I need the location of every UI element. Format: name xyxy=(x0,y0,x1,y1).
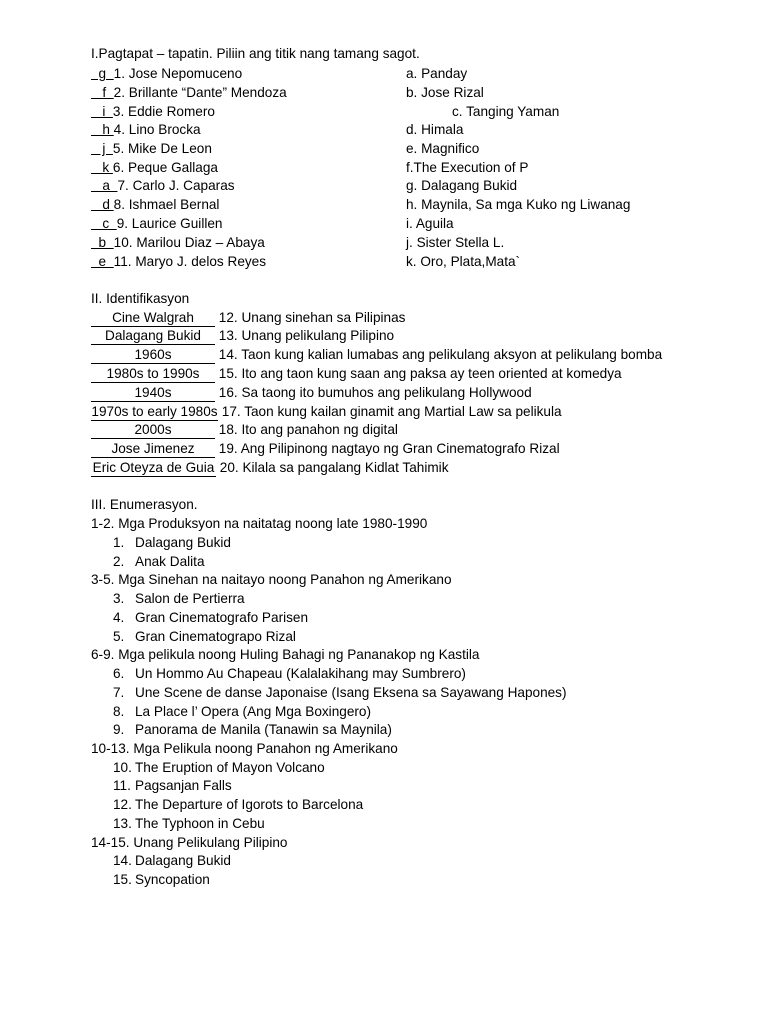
ident-answer: 1970s to early 1980s xyxy=(91,404,218,419)
match-answer: d xyxy=(91,197,114,212)
enum-group-title: 10-13. Mga Pelikula noong Panahon ng Amerikano xyxy=(91,741,398,756)
enum-text: Pagsanjan Falls xyxy=(135,778,232,793)
ident-question: 16. Sa taong ito bumuhos ang pelikulang Hollywood xyxy=(215,385,532,400)
match-choice-d: d. Himala xyxy=(406,122,464,137)
ident-answer: Dalagang Bukid xyxy=(91,327,215,345)
enum-item xyxy=(113,552,205,571)
match-choice-h: h. Maynila, Sa mga Kuko ng Liwanag xyxy=(406,197,631,212)
match-answer: g xyxy=(91,66,114,81)
enum-number: 5. xyxy=(113,629,125,644)
enum-text: Une Scene de danse Japonaise (Isang Eksena sa Sayawang Hapones) xyxy=(135,685,567,700)
enum-number: 14. xyxy=(113,853,132,868)
match-choice-g: g. Dalagang Bukid xyxy=(406,178,518,193)
enum-number: 15. xyxy=(113,872,132,887)
enum-text: Syncopation xyxy=(135,872,210,887)
enum-number: 1. xyxy=(113,535,125,550)
enum-text: The Departure of Igorots to Barcelona xyxy=(135,797,364,812)
ident-answer: Jose Jimenez xyxy=(91,440,215,458)
match-choice-b: b. Jose Rizal xyxy=(406,85,484,100)
match-text: 7. Carlo J. Caparas xyxy=(117,178,235,193)
match-item-4 xyxy=(91,120,201,139)
enum-item xyxy=(113,851,231,870)
match-choice-e: e. Magnifico xyxy=(406,141,480,156)
ident-question: 17. Taon kung kailan ginamit ang Martial Law sa pelikula xyxy=(218,404,562,419)
enum-number: 13. xyxy=(113,816,132,831)
match-choice-k: k. Oro, Plata,Mata` xyxy=(406,254,521,269)
ident-item-12 xyxy=(91,308,405,327)
ident-answer: Cine Walgrah xyxy=(91,309,215,327)
ident-question: 15. Ito ang taon kung saan ang paksa ay teen oriented at komedya xyxy=(215,366,622,381)
match-answer: c xyxy=(91,216,117,231)
ident-answer: 2000s xyxy=(91,421,215,439)
enum-number: 8. xyxy=(113,704,125,719)
enum-group-title: 14-15. Unang Pelikulang Pilipino xyxy=(91,835,288,850)
ident-item-16 xyxy=(91,383,532,402)
match-answer: j xyxy=(91,141,113,156)
enum-item xyxy=(113,795,363,814)
ident-item-18 xyxy=(91,420,398,439)
match-text: 6. Peque Gallaga xyxy=(112,160,218,175)
match-answer: f xyxy=(91,85,114,100)
enum-item xyxy=(113,627,296,646)
match-item-11 xyxy=(91,252,266,271)
enum-text: Panorama de Manila (Tanawin sa Maynila) xyxy=(135,722,392,737)
enum-item xyxy=(113,814,265,833)
enum-text: Un Hommo Au Chapeau (Kalalakihang may Sumbrero) xyxy=(135,666,466,681)
ident-item-14 xyxy=(91,345,662,364)
ident-item-17 xyxy=(91,402,562,421)
enum-item xyxy=(113,776,232,795)
enum-item xyxy=(113,589,245,608)
match-choice-c: c. Tanging Yaman xyxy=(452,104,560,119)
match-text: 5. Mike De Leon xyxy=(112,141,212,156)
ident-item-13 xyxy=(91,326,394,345)
enum-item xyxy=(113,702,371,721)
match-item-9 xyxy=(91,214,222,233)
ident-item-15 xyxy=(91,364,622,383)
match-answer: h xyxy=(91,122,114,137)
enum-item xyxy=(113,664,466,683)
enum-group-title: 1-2. Mga Produksyon na naitatag noong late 1980-1990 xyxy=(91,516,428,531)
enum-text: Dalagang Bukid xyxy=(135,535,231,550)
section1-heading: I.Pagtapat – tapatin. Piliin ang titik nang tamang sagot. xyxy=(91,46,420,61)
ident-item-20 xyxy=(91,458,449,477)
enum-number: 10. xyxy=(113,760,132,775)
enum-text: Gran Cinematograpo Rizal xyxy=(135,629,296,644)
enum-number: 2. xyxy=(113,554,125,569)
enum-text: The Eruption of Mayon Volcano xyxy=(135,760,325,775)
ident-answer: 1960s xyxy=(91,346,215,364)
enum-item xyxy=(113,720,392,739)
match-answer: b xyxy=(91,235,114,250)
enum-text: Salon de Pertierra xyxy=(135,591,245,606)
ident-answer: Eric Oteyza de Guia xyxy=(92,460,215,475)
match-item-6 xyxy=(91,158,218,177)
enum-number: 3. xyxy=(113,591,125,606)
ident-question: 19. Ang Pilipinong nagtayo ng Gran Cinematografo Rizal xyxy=(215,441,560,456)
match-text: 9. Laurice Guillen xyxy=(116,216,223,231)
match-item-1 xyxy=(91,64,242,83)
match-item-2 xyxy=(91,83,287,102)
enum-group-title: 3-5. Mga Sinehan na naitayo noong Panahon ng Amerikano xyxy=(91,572,452,587)
match-choice-i: i. Aguila xyxy=(406,216,454,231)
enum-item xyxy=(113,870,210,889)
enum-item xyxy=(113,683,567,702)
enum-number: 6. xyxy=(113,666,125,681)
match-text: 11. Maryo J. delos Reyes xyxy=(113,254,267,269)
enum-text: La Place l’ Opera (Ang Mga Boxingero) xyxy=(135,704,371,719)
enum-text: Dalagang Bukid xyxy=(135,853,231,868)
enum-number: 7. xyxy=(113,685,125,700)
match-text: 10. Marilou Diaz – Abaya xyxy=(113,235,265,250)
match-item-10 xyxy=(91,233,265,252)
ident-question: 18. Ito ang panahon ng digital xyxy=(215,422,398,437)
ident-question: 13. Unang pelikulang Pilipino xyxy=(215,328,395,343)
enum-number: 11. xyxy=(113,778,131,793)
match-text: 1. Jose Nepomuceno xyxy=(113,66,243,81)
enum-item xyxy=(113,533,231,552)
match-answer: k xyxy=(91,160,113,175)
match-answer: e xyxy=(91,254,114,269)
enum-group-title: 6-9. Mga pelikula noong Huling Bahagi ng Pananakop ng Kastila xyxy=(91,647,480,662)
ident-item-19 xyxy=(91,439,560,458)
ident-question: 12. Unang sinehan sa Pilipinas xyxy=(215,310,406,325)
enum-item xyxy=(113,608,308,627)
match-choice-a: a. Panday xyxy=(406,66,468,81)
match-text: 4. Lino Brocka xyxy=(113,122,201,137)
match-answer: a xyxy=(91,178,118,193)
ident-answer: 1980s to 1990s xyxy=(91,365,215,383)
enum-item xyxy=(113,758,325,777)
enum-text: The Typhoon in Cebu xyxy=(135,816,265,831)
match-answer: i xyxy=(91,104,113,119)
match-item-7 xyxy=(91,176,235,195)
enum-text: Anak Dalita xyxy=(135,554,205,569)
match-text: 3. Eddie Romero xyxy=(112,104,215,119)
match-text: 2. Brillante “Dante” Mendoza xyxy=(113,85,287,100)
section2-heading: II. Identifikasyon xyxy=(91,291,190,306)
section3-heading: III. Enumerasyon. xyxy=(91,497,198,512)
ident-question: 14. Taon kung kalian lumabas ang pelikulang aksyon at pelikulang bomba xyxy=(215,347,663,362)
enum-number: 9. xyxy=(113,722,125,737)
match-choice-f: f.The Execution of P xyxy=(406,160,529,175)
match-item-5 xyxy=(91,139,212,158)
ident-answer: 1940s xyxy=(91,384,215,402)
match-item-8 xyxy=(91,195,219,214)
ident-question: 20. Kilala sa pangalang Kidlat Tahimik xyxy=(216,460,449,475)
enum-number: 4. xyxy=(113,610,125,625)
match-text: 8. Ishmael Bernal xyxy=(113,197,220,212)
match-item-3 xyxy=(91,102,215,121)
match-choice-j: j. Sister Stella L. xyxy=(406,235,505,250)
enum-text: Gran Cinematografo Parisen xyxy=(135,610,309,625)
enum-number: 12. xyxy=(113,797,132,812)
